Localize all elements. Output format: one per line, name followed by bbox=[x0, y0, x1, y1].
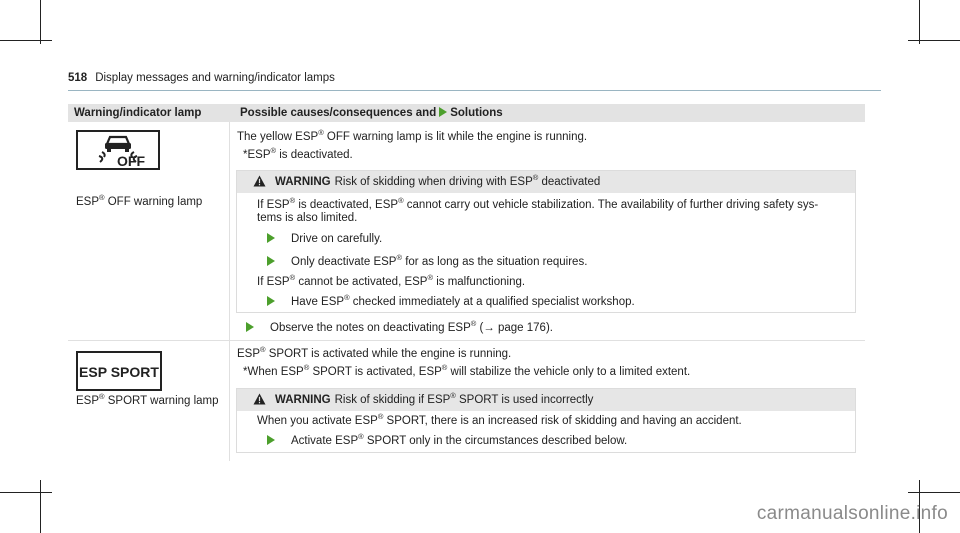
bullet-arrow-icon bbox=[267, 435, 275, 445]
bullet-arrow-icon bbox=[267, 296, 275, 306]
bullet-arrow-icon bbox=[267, 256, 275, 266]
list-item: Only deactivate ESP® for as long as the situation requires. bbox=[267, 256, 587, 268]
cause-line: *ESP® is deactivated. bbox=[243, 146, 353, 161]
bullet-arrow-icon bbox=[267, 233, 275, 243]
warning-label: WARNING bbox=[275, 394, 331, 406]
list-item: Have ESP® checked immediately at a qualified specialist workshop. bbox=[267, 296, 635, 308]
warning-label: WARNING bbox=[275, 176, 331, 188]
lamp-name: ESP® OFF warning lamp bbox=[76, 193, 203, 208]
warning-box bbox=[236, 388, 856, 453]
warning-header: WARNING Risk of skidding if ESP® SPORT is used incorrectly bbox=[237, 389, 855, 411]
cause-line: *When ESP® SPORT is activated, ESP® will stabilize the vehicle only to a limited extent. bbox=[243, 363, 691, 378]
warning-triangle-icon bbox=[253, 175, 266, 187]
cause-line: ESP® SPORT is activated while the engine is running. bbox=[237, 345, 512, 360]
crop-mark bbox=[919, 0, 920, 44]
list-item: Activate ESP® SPORT only in the circumstances described below. bbox=[267, 435, 627, 447]
solution-arrow-icon bbox=[439, 107, 447, 117]
watermark: carmanualsonline.info bbox=[756, 503, 948, 524]
lamp-name: ESP® SPORT warning lamp bbox=[76, 392, 219, 407]
warning-header: WARNING Risk of skidding when driving with ESP® deactivated bbox=[237, 171, 855, 193]
crop-mark bbox=[908, 40, 960, 41]
page-header bbox=[68, 72, 335, 84]
svg-text:ESP SPORT: ESP SPORT bbox=[79, 364, 159, 380]
crop-mark bbox=[0, 40, 52, 41]
crop-mark bbox=[40, 480, 41, 533]
warning-text: tems is also limited. bbox=[257, 212, 358, 224]
table-row bbox=[68, 341, 865, 461]
warning-triangle-icon bbox=[253, 393, 266, 405]
column-header-lamp: Warning/indicator lamp bbox=[74, 107, 202, 119]
column-header-causes: Possible causes/consequences and Solutions bbox=[240, 107, 503, 119]
page-number: 518 bbox=[68, 72, 88, 84]
warning-box bbox=[236, 170, 856, 313]
warning-text: When you activate ESP® SPORT, there is an increased risk of skidding and having an accident. bbox=[257, 412, 742, 427]
lamp-table bbox=[68, 104, 865, 461]
crop-mark bbox=[40, 0, 41, 44]
esp-off-lamp-icon bbox=[76, 130, 160, 170]
esp-sport-lamp-icon bbox=[76, 351, 162, 391]
list-item: Drive on carefully. bbox=[267, 233, 382, 245]
page-title: Display messages and warning/indicator lamps bbox=[95, 72, 335, 84]
warning-text: If ESP® cannot be activated, ESP® is malfunctioning. bbox=[257, 273, 526, 288]
cause-line: The yellow ESP® OFF warning lamp is lit while the engine is running. bbox=[237, 128, 588, 143]
table-header bbox=[68, 104, 865, 122]
warning-text: If ESP® is deactivated, ESP® cannot carry out vehicle stabilization. The availability of further driving safety sys- bbox=[257, 196, 819, 211]
svg-text:OFF: OFF bbox=[117, 153, 145, 168]
header-rule bbox=[68, 90, 881, 91]
crop-mark bbox=[908, 492, 960, 493]
list-item: Observe the notes on deactivating ESP® (→ page 176). bbox=[246, 322, 553, 334]
table-row bbox=[68, 122, 865, 341]
crop-mark bbox=[0, 492, 52, 493]
bullet-arrow-icon bbox=[246, 322, 254, 332]
